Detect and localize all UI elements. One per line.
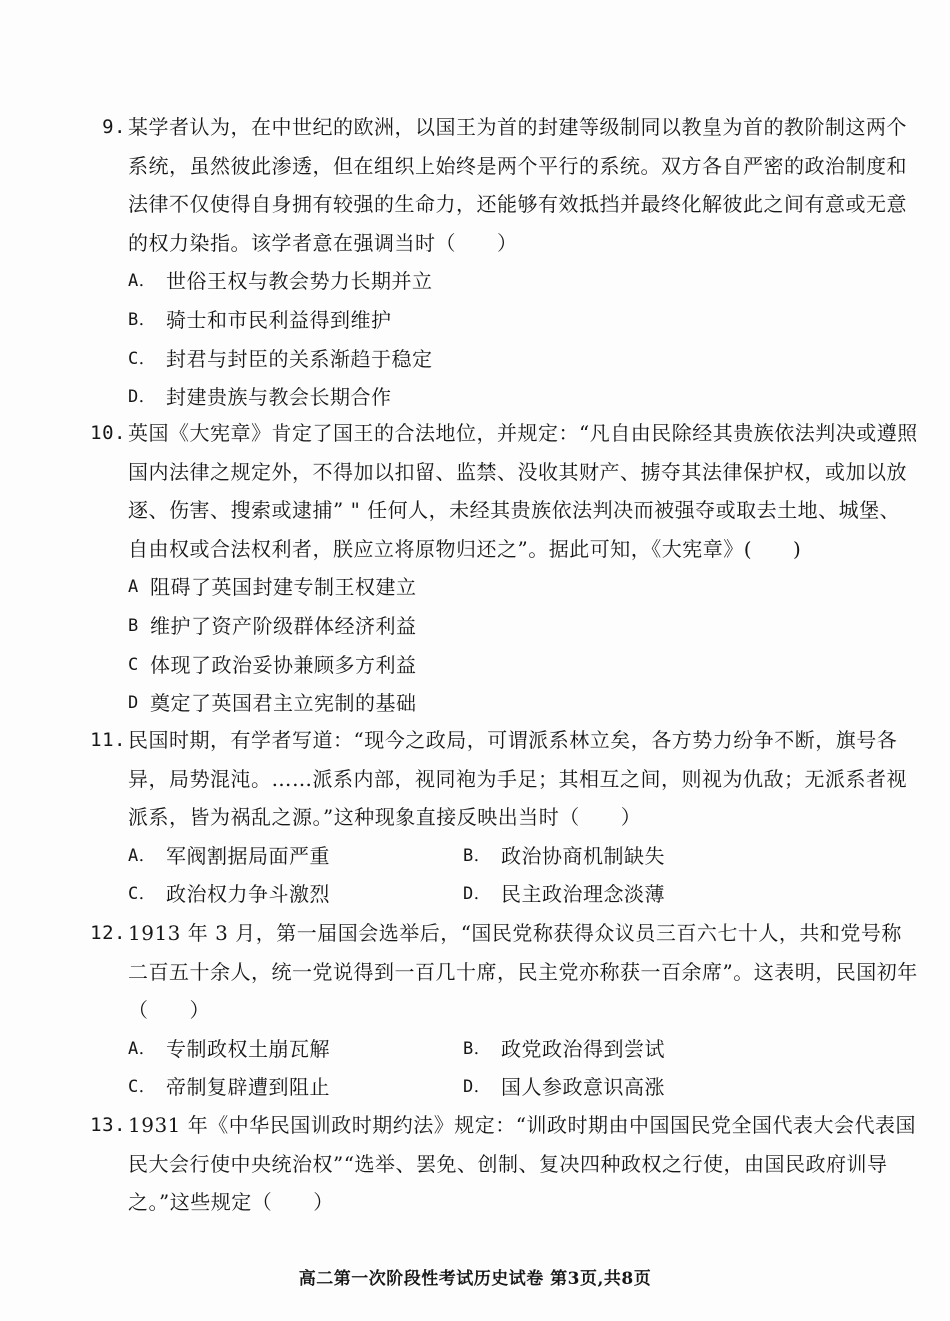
option-text: 世俗王权与教会势力长期并立: [166, 269, 433, 294]
option-text: 专制政权土崩瓦解: [166, 1036, 330, 1061]
question-11: [90, 721, 918, 914]
question-number: 13.: [90, 1114, 126, 1136]
question-13: [90, 1106, 918, 1222]
option-letter: C．: [128, 1077, 157, 1098]
option-row: [128, 378, 918, 417]
option-b: [128, 607, 417, 646]
page-footer: [0, 1264, 950, 1289]
option-text: 政治协商机制缺失: [501, 843, 665, 868]
option-text: 军阀割据局面严重: [166, 843, 330, 868]
option-letter: A: [128, 577, 139, 598]
option-a: [128, 262, 433, 301]
option-row: [128, 262, 918, 301]
option-letter: D．: [463, 1077, 492, 1098]
option-row: [128, 646, 918, 685]
option-letter: C．: [128, 348, 157, 369]
option-text: 政党政治得到尝试: [501, 1036, 665, 1061]
option-c: [128, 340, 433, 379]
option-letter: C: [128, 654, 139, 675]
option-a: [128, 837, 463, 876]
question-number: 11.: [90, 729, 126, 751]
footer-text: 高二第一次阶段性考试历史试卷 第3页,共8页: [298, 1269, 652, 1289]
question-text: 民国时期，有学者写道：“现今之政局，可谓派系林立矣，各方势力纷争不断，旗号各异，局势混沌。……派系内部，视同袍为手足；其相互之间，则视为仇敌；无派系者视派系，皆为祸乱之源。”这种现象直接反映出当时（ ）: [128, 728, 907, 830]
option-letter: A．: [128, 1038, 157, 1059]
options-list: [128, 1030, 918, 1107]
option-d: [128, 378, 392, 417]
option-text: 阻碍了英国封建专制王权建立: [150, 575, 417, 600]
option-text: 帝制复辟遭到阻止: [166, 1075, 330, 1100]
options-list: [128, 262, 918, 416]
question-stem: [102, 108, 918, 262]
option-text: 骑士和市民利益得到维护: [166, 307, 392, 332]
options-list: [128, 568, 918, 722]
question-number: 10.: [90, 422, 126, 444]
option-letter: A．: [128, 271, 157, 292]
question-9: [102, 108, 918, 417]
question-12: [90, 914, 918, 1107]
question-stem: [90, 414, 918, 568]
option-c: [128, 1068, 463, 1107]
question-number: 9.: [102, 116, 126, 138]
option-text: 维护了资产阶级群体经济利益: [150, 613, 417, 638]
option-letter: D: [128, 693, 139, 714]
option-text: 封建贵族与教会长期合作: [166, 385, 392, 410]
option-a: [128, 1030, 463, 1069]
question-stem: [90, 1106, 918, 1222]
option-row: [128, 607, 918, 646]
option-row: [128, 301, 918, 340]
option-text: 民主政治理念淡薄: [501, 882, 665, 907]
question-stem: [90, 721, 918, 837]
option-row: [128, 568, 918, 607]
option-b: [463, 1030, 665, 1069]
option-c: [128, 875, 463, 914]
options-list: [128, 837, 918, 914]
question-10: [90, 414, 918, 723]
option-a: [128, 568, 417, 607]
question-text: 某学者认为，在中世纪的欧洲，以国王为首的封建等级制同以教皇为首的教阶制这两个系统，虽然彼此渗透，但在组织上始终是两个平行的系统。双方各自严密的政治制度和法律不仅使得自身拥有较强的生命力，还能够有效抵挡并最终化解彼此之间有意或无意的权力染指。该学者意在强调当时（ ）: [128, 115, 907, 255]
option-row: [128, 1068, 918, 1107]
option-d: [463, 1068, 665, 1107]
question-text: 1931 年《中华民国训政时期约法》规定：“训政时期由中国国民党全国代表大会代表国民大会行使中央统治权”“选举、罢免、创制、复决四种政权之行使，由国民政府训导之。”这些规定（ ）: [128, 1113, 916, 1215]
option-text: 体现了政治妥协兼顾多方利益: [150, 652, 417, 677]
question-text: 1913 年 3 月，第一届国会选举后，“国民党称获得众议员三百六七十人，共和党号称二百五十余人，统一党说得到一百几十席，民主党亦称获一百余席”。这表明，民国初年（ ）: [128, 921, 918, 1023]
option-letter: B．: [463, 1038, 492, 1059]
option-row: [128, 684, 918, 723]
option-letter: B: [128, 615, 139, 636]
option-d: [128, 684, 417, 723]
option-row: [128, 1030, 918, 1069]
option-text: 封君与封臣的关系渐趋于稳定: [166, 346, 433, 371]
option-d: [463, 875, 665, 914]
option-b: [128, 301, 392, 340]
option-b: [463, 837, 665, 876]
question-stem: [90, 914, 918, 1030]
option-row: [128, 875, 918, 914]
option-c: [128, 646, 417, 685]
option-text: 政治权力争斗激烈: [166, 882, 330, 907]
option-row: [128, 340, 918, 379]
option-row: [128, 837, 918, 876]
question-text: 英国《大宪章》肯定了国王的合法地位，并规定：“凡自由民除经其贵族依法判决或遵照国内法律之规定外，不得加以扣留、监禁、没收其财产、掳夺其法律保护权，或加以放逐、伤害、搜索或逮捕” " 任何人，未经其贵族依法判决而被强夺或取去土地、城堡、自由权或合法权利者，朕应立将原物归还之”。据此可知，《大宪章》( ): [128, 421, 918, 561]
option-letter: D．: [128, 387, 157, 408]
question-number: 12.: [90, 922, 126, 944]
option-text: 国人参政意识高涨: [501, 1075, 665, 1100]
option-letter: B．: [463, 845, 492, 866]
option-letter: B．: [128, 309, 157, 330]
option-text: 奠定了英国君主立宪制的基础: [150, 691, 417, 716]
option-letter: C．: [128, 884, 157, 905]
option-letter: D．: [463, 884, 492, 905]
option-letter: A．: [128, 845, 157, 866]
